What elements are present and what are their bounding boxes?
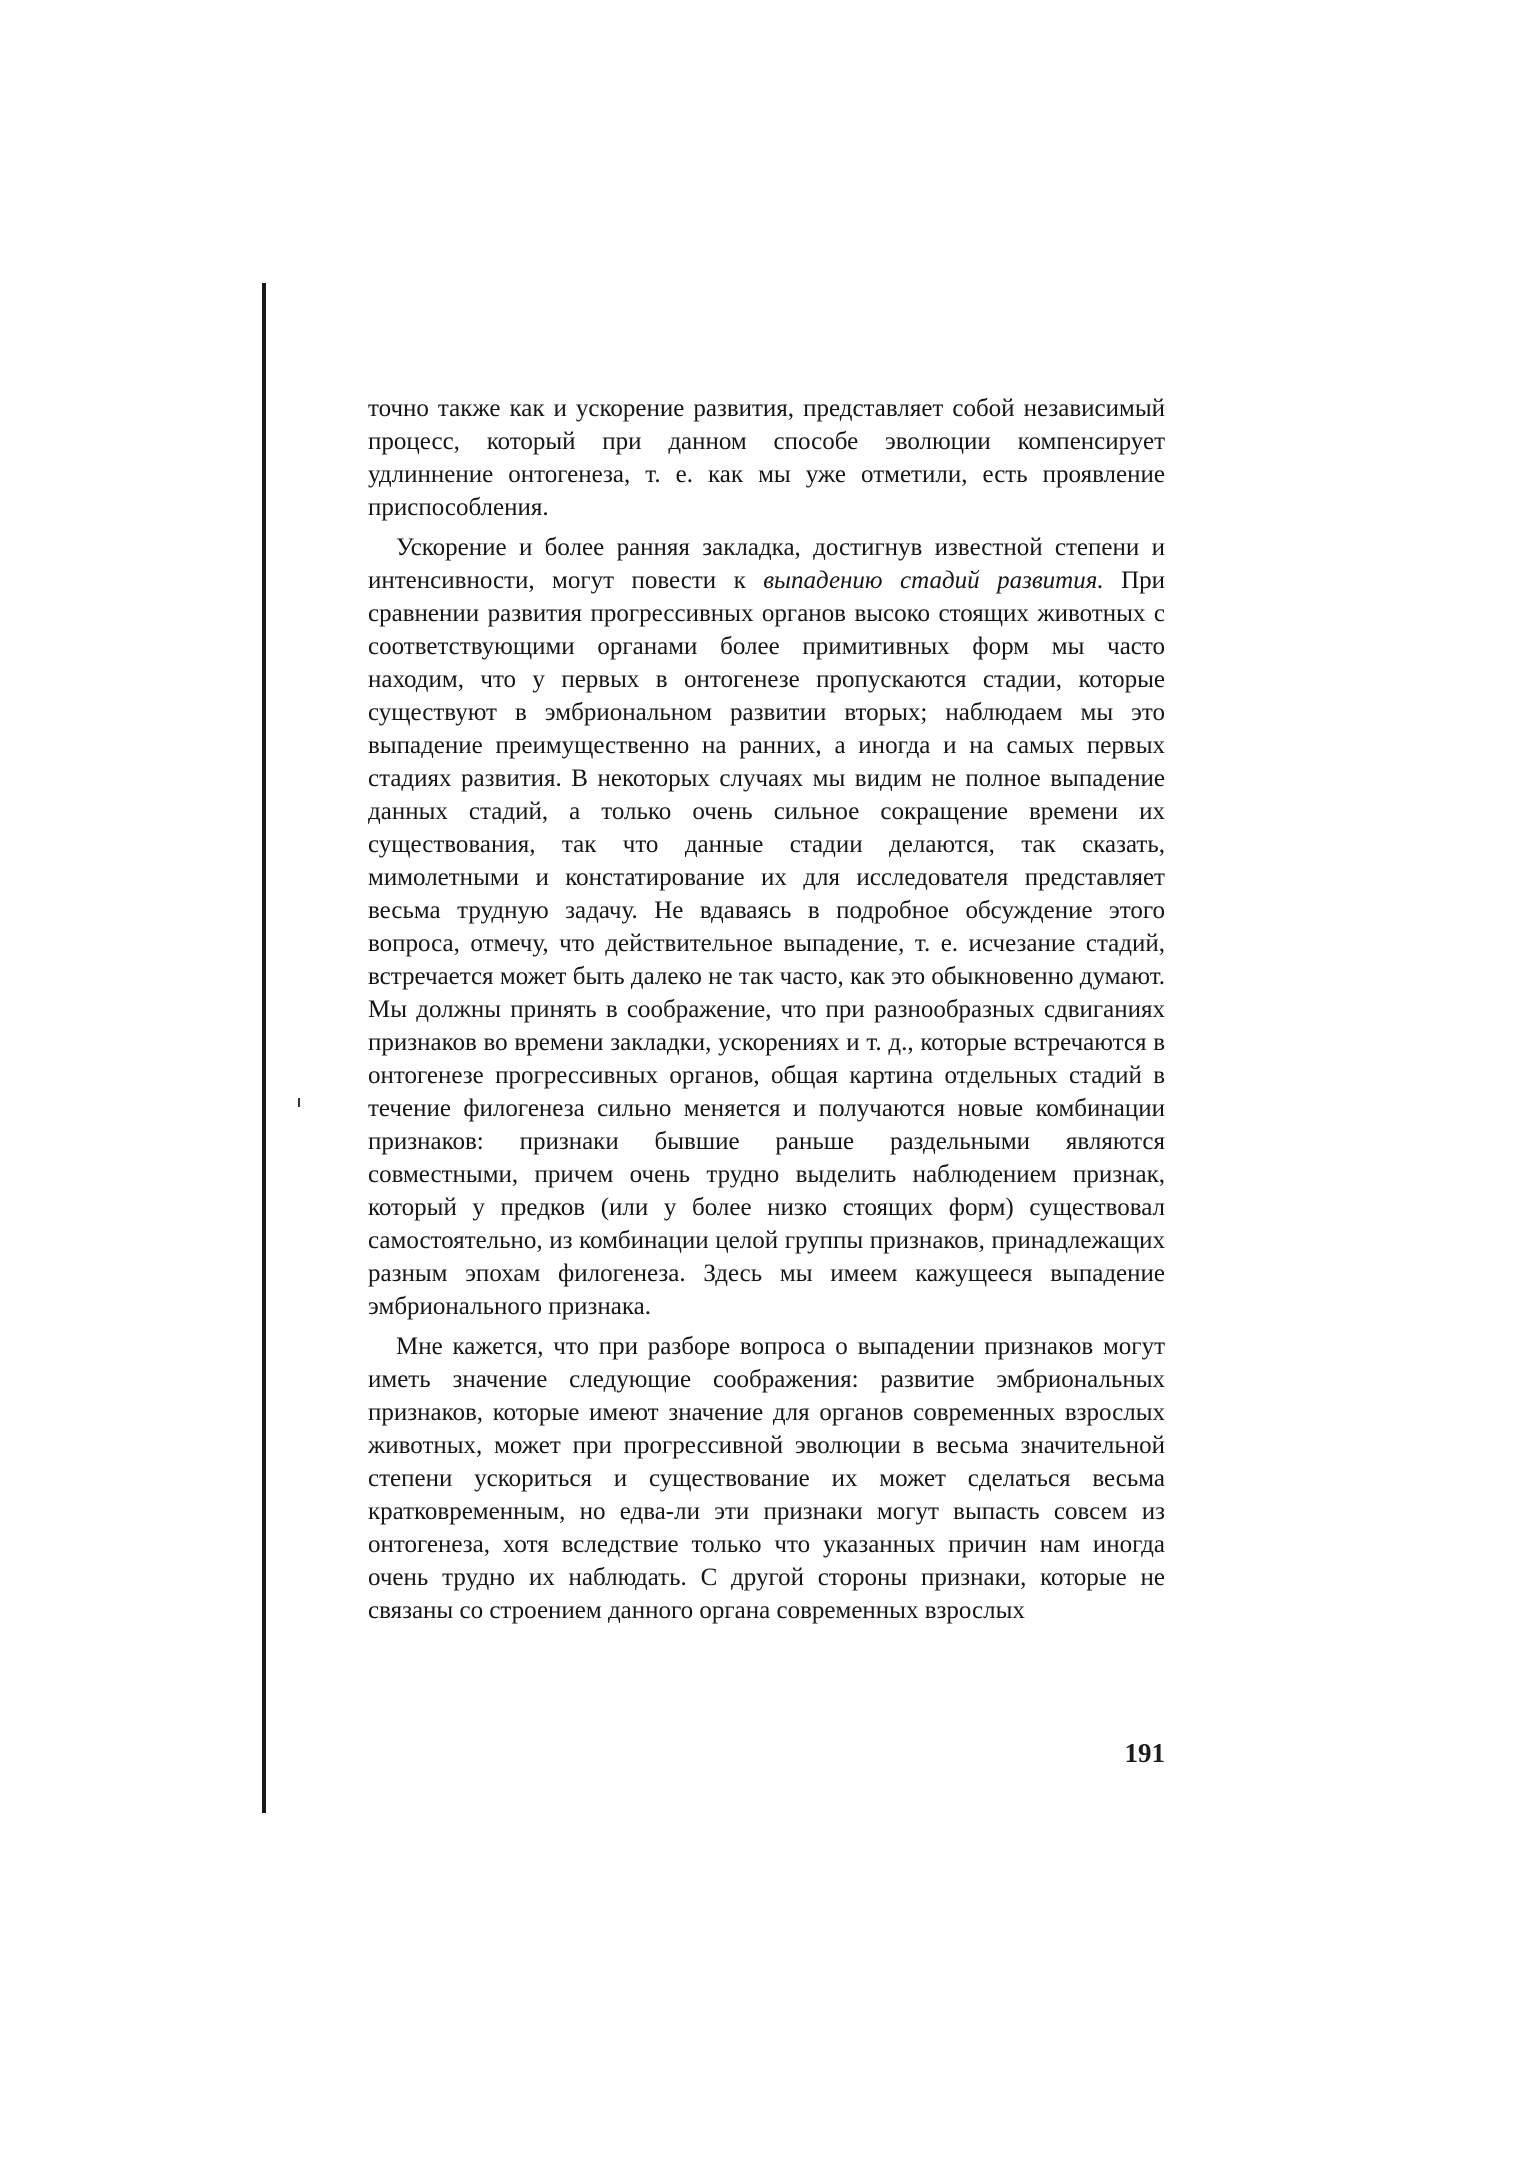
paragraph-1-text: точно также как и ускорение развития, представляет собой независимый процесс, который при данном способе эволюции компенсирует удлиннение онтогенеза, т. е. как мы уже отметили, есть проявление приспособления.	[368, 395, 1165, 521]
page-number: 191	[1124, 1738, 1165, 1768]
page-binding-edge-line	[262, 283, 266, 1813]
paragraph-2-text-rest: При сравнении развития прогрессивных органов высоко стоящих животных с соответствующими органами более примитивных форм мы часто находим, что у первых в онтогенезе пропускаются стадии, которые существуют в эмбриональном развитии вторых; наблюдаем мы это выпадение преимущественно на ранних, а иногда и на самых первых стадиях развития. В некоторых случаях мы видим не полное выпадение данных стадий, а только очень сильное сокращение времени их существования, так что данные стадии делаются, так сказать, мимолетными и констатирование их для исследователя представляет весьма трудную задачу. Не вдаваясь в подробное обсуждение этого вопроса, отмечу, что действительное выпадение, т. е. исчезание стадий, встречается может быть далеко не так часто, как это обыкновенно думают. Мы должны принять в соображение, что при разнообразных сдвиганиях признаков во времени закладки, ускорениях и т. д., которые встречаются в онтогенезе прогрессивных органов, общая картина отдельных стадий в течение филогенеза сильно меняется и получаются новые комбинации признаков: признаки бывшие раньше раздельными являются совместными, причем очень трудно выделить наблюдением признак, который у предков (или у более низко стоящих форм) существовал самостоятельно, из комбинации целой группы признаков, принадлежащих разным эпохам филогенеза. Здесь мы имеем кажущееся выпадение эмбрионального признака.	[368, 567, 1165, 1320]
scan-speck-mark	[298, 1098, 300, 1107]
paragraph-3-text: Мне кажется, что при разборе вопроса о выпадении признаков могут иметь значение следующие соображения: развитие эмбриональных признаков, которые имеют значение для органов современных взрослых животных, может при прогрессивной эволюции в весьма значительной степени ускориться и существование их может сделаться весьма кратковременным, но едва-ли эти признаки могут выпасть совсем из онтогенеза, хотя вследствие только что указанных причин нам иногда очень трудно их наблюдать. С другой стороны признаки, которые не связаны со строением данного органа современных взрослых	[368, 1333, 1165, 1624]
paragraph-3	[368, 1330, 1165, 1627]
paragraph-2-text-start: Ускорение и более ранняя закладка, достигнув известной степени и интенсивности, могут повести к	[368, 534, 1165, 594]
paragraph-2-italic-term: выпадению стадий развития.	[763, 567, 1104, 594]
paragraph-1	[368, 392, 1165, 524]
paragraph-2	[368, 531, 1165, 1323]
main-text-block	[368, 392, 1165, 1627]
